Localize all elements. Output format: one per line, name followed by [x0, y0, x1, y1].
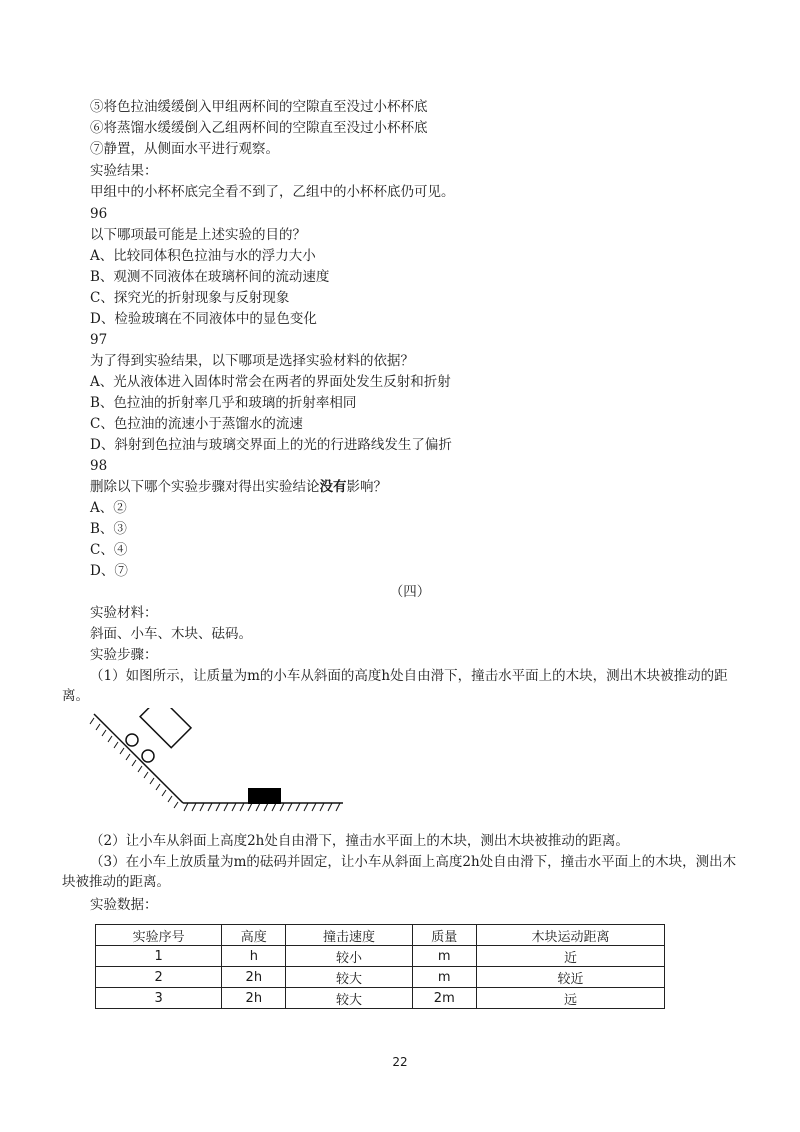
step-3: （3）在小车上放质量为m的砝码并固定，让小车从斜面上高度2h处自由滑下，撞击水平面上的木块，测出木块被推动的距离。	[62, 854, 737, 890]
q98-prefix: 删除以下哪个实验步骤对得出实验结论	[90, 479, 320, 495]
text-line: ⑦静置，从侧面水平进行观察。	[90, 141, 279, 157]
question-text: 以下哪项最可能是上述实验的目的？	[90, 227, 306, 243]
text-line: ⑤将色拉油缓缓倒入甲组两杯间的空隙直至没过小杯杯底	[90, 99, 428, 115]
table-cell: m	[412, 967, 476, 988]
option: D、斜射到色拉油与玻璃交界面上的光的行进路线发生了偏折	[90, 437, 452, 453]
table-cell: m	[412, 946, 476, 967]
text-line: ⑥将蒸馏水缓缓倒入乙组两杯间的空隙直至没过小杯杯底	[90, 120, 428, 136]
table-cell: 2h	[222, 967, 286, 988]
option: B、③	[90, 521, 127, 537]
table-cell: 1	[96, 946, 222, 967]
option: D、⑦	[90, 563, 128, 579]
table-row	[96, 946, 665, 967]
table-cell: 较大	[286, 967, 412, 988]
cart-body	[140, 708, 191, 748]
table-header: 高度	[222, 925, 286, 946]
step-1: （1）如图所示，让质量为m的小车从斜面的高度h处自由滑下，撞击水平面上的木块，测出木块被推动的距离。	[62, 668, 728, 704]
wood-block	[248, 788, 281, 804]
option: B、观测不同液体在玻璃杯间的流动速度	[90, 269, 330, 285]
table-header: 质量	[412, 925, 476, 946]
table-row	[96, 967, 665, 988]
cart-wheel	[142, 750, 154, 762]
table-header: 撞击速度	[286, 925, 412, 946]
materials-text: 斜面、小车、木块、砝码。	[90, 626, 252, 642]
question-number: 98	[90, 458, 108, 474]
ground-hatching	[184, 803, 340, 811]
table-cell: 较近	[476, 967, 664, 988]
data-table	[95, 924, 665, 1009]
steps-label: 实验步骤：	[90, 647, 158, 663]
table-cell: h	[222, 946, 286, 967]
question-number: 97	[90, 332, 108, 348]
materials-label: 实验材料：	[90, 605, 158, 621]
option: C、④	[90, 542, 128, 558]
option: C、探究光的折射现象与反射现象	[90, 290, 290, 306]
text-line: 甲组中的小杯杯底完全看不到了，乙组中的小杯杯底仍可见。	[90, 184, 455, 200]
table-cell: 2h	[222, 988, 286, 1009]
question-number: 96	[90, 206, 108, 222]
option: A、②	[90, 500, 127, 516]
text-line: 实验结果：	[90, 163, 158, 179]
q98-suffix: 影响？	[346, 479, 387, 495]
table-cell: 2	[96, 967, 222, 988]
question-text: 为了得到实验结果，以下哪项是选择实验材料的依据？	[90, 353, 414, 369]
option: D、检验玻璃在不同液体中的显色变化	[90, 311, 317, 327]
q98-emphasis: 没有	[319, 479, 347, 495]
table-header: 实验序号	[96, 925, 222, 946]
option: A、比较同体积色拉油与水的浮力大小	[90, 248, 316, 264]
table-cell: 远	[476, 988, 664, 1009]
incline-diagram	[88, 708, 348, 828]
table-cell: 较大	[286, 988, 412, 1009]
step-2: （2）让小车从斜面上高度2h处自由滑下，撞击水平面上的木块，测出木块被推动的距离。	[90, 833, 629, 849]
option: A、光从液体进入固体时常会在两者的界面处发生反射和折射	[90, 374, 451, 390]
cart	[140, 708, 191, 748]
data-label: 实验数据：	[90, 897, 158, 913]
page-number: 22	[392, 1055, 408, 1069]
table-cell: 近	[476, 946, 664, 967]
table-cell: 3	[96, 988, 222, 1009]
table-header-row	[96, 925, 665, 946]
question-text	[90, 477, 387, 497]
table-row	[96, 988, 665, 1009]
table-header: 木块运动距离	[476, 925, 664, 946]
table-cell: 较小	[286, 946, 412, 967]
section-title: （四）	[389, 584, 431, 600]
option: B、色拉油的折射率几乎和玻璃的折射率相同	[90, 395, 357, 411]
option: C、色拉油的流速小于蒸馏水的流速	[90, 416, 303, 432]
table-cell: 2m	[412, 988, 476, 1009]
cart-wheel	[126, 734, 138, 746]
